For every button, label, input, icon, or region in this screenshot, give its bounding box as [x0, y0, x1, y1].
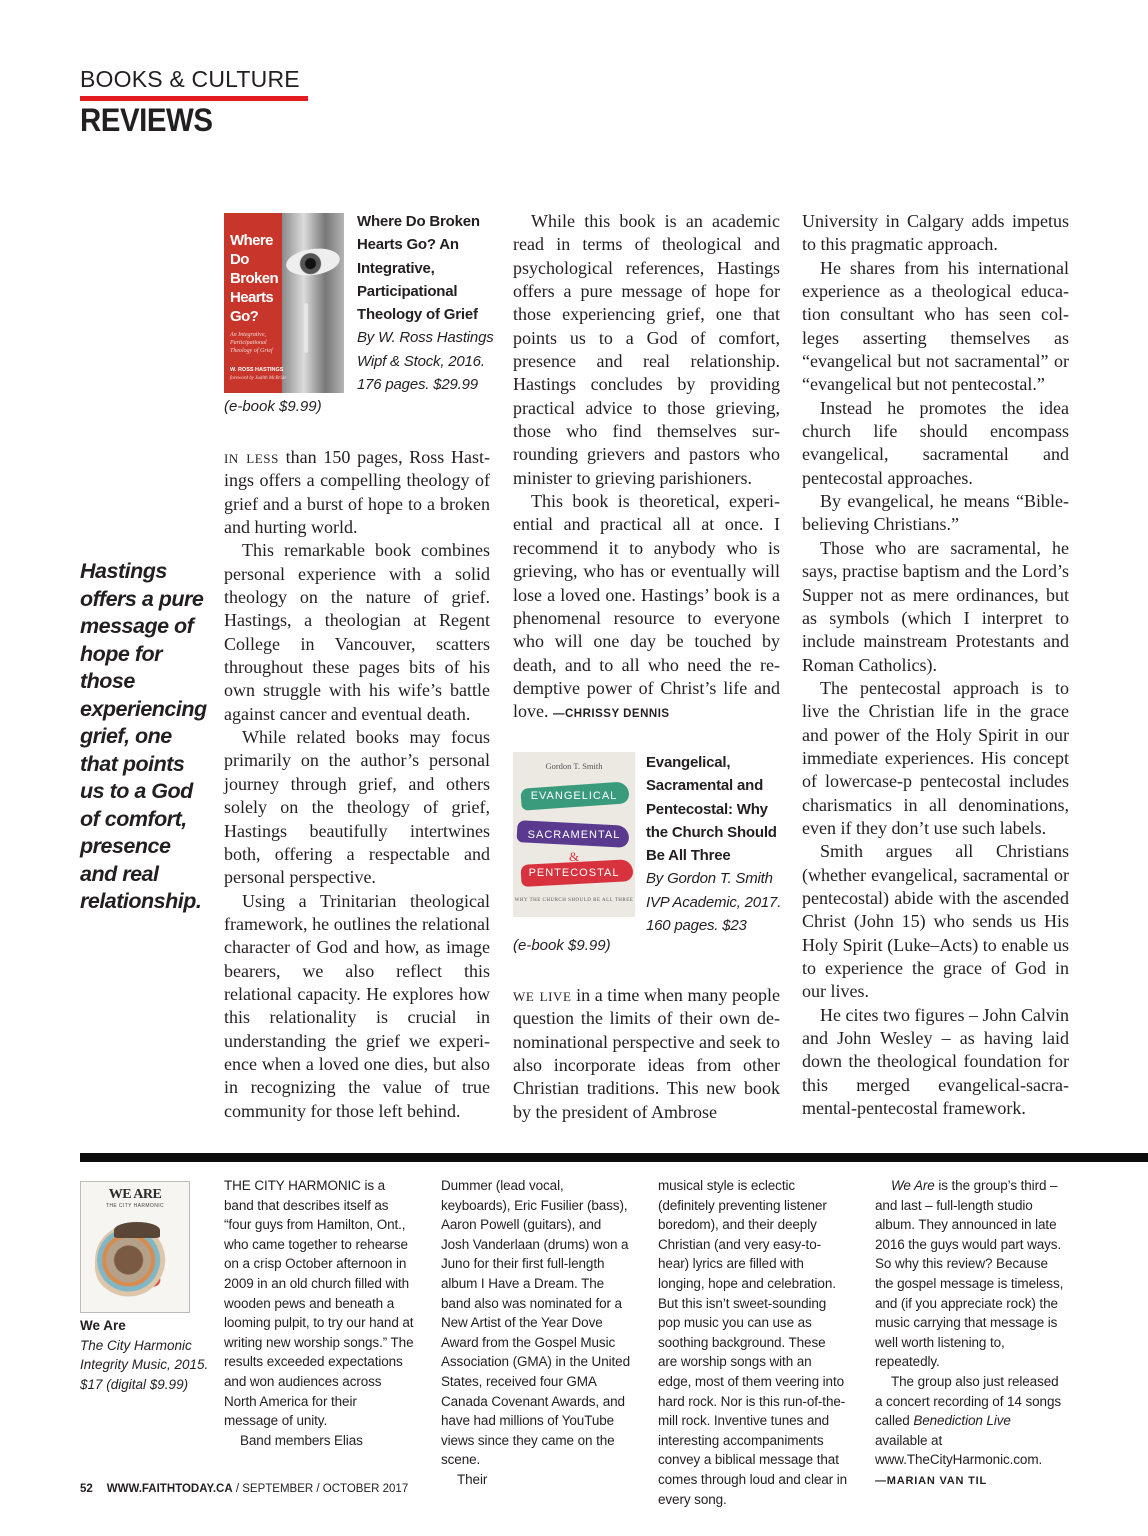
review3-column-2: [441, 1176, 631, 1490]
book-author: By Gordon T. Smith: [646, 870, 773, 888]
paragraph: This book is theoretical, experiential and practical all at once. I recommend it to anybody who is grieving, who has or eventually will lose a loved one. Hastings’ book is a phenomenal resource to everyone who will one day be touched by death, and to all who need the redemptive power of Christ’s life and love. —CHRISSY DENNIS: [513, 491, 780, 722]
book-publisher: IVP Academic, 2017.: [646, 893, 782, 911]
paragraph: Instead he promotes the idea church life should encompass evangelical, sacramental and pentecostal approaches.: [802, 397, 1069, 488]
review1-column-1: [224, 446, 490, 1123]
review3-column-3: [658, 1176, 848, 1509]
album-label: Integrity Music, 2015. $17 (digital $9.99): [80, 1357, 209, 1392]
page-footer: [80, 1483, 408, 1495]
review1-column-2: [513, 210, 780, 727]
lead-caps: we live: [513, 985, 572, 1005]
paragraph: By evangelical, he means “Bible-believing Christians.”: [802, 491, 1069, 535]
paragraph: University in Calgary adds impetus to this pragmatic approach.: [802, 211, 1069, 255]
cover-subtitle: An Integrative, Participational Theology of Grief: [230, 332, 273, 354]
book-info-2: [646, 751, 786, 937]
paragraph: The group also just released a concert recording of 14 songs called Benediction Live available at www.TheCityHarmonic.com. —MARIAN VAN TIL: [875, 1373, 1062, 1487]
album-cover-title: WE ARE: [108, 1187, 162, 1202]
paragraph: Dummer (lead vocal, keyboards), Eric Fusilier (bass), Aaron Powell (guitars), and Josh Vanderlaan (drums) won a Juno for their first full-length album I Have a Dream. The band also was nominated for a New Artist of the Year Dove Award from the Gospel Music Association (GMA) in the United States, received four GMA Canada Covenant Awards, and have had millions of YouTube views since they came on the scene.: [441, 1178, 630, 1468]
cover-photo: [282, 213, 344, 393]
album-artist: The City Harmonic: [80, 1337, 192, 1353]
ebook-price: (e-book $9.99): [513, 937, 611, 954]
book-title: Where Do Broken Hearts Go? An Integrative, Participational Theology of Grief: [357, 213, 480, 324]
book-author: By W. Ross Hastings: [357, 329, 494, 347]
page-number: 52: [80, 1483, 93, 1495]
cover-author: Gordon T. Smith: [545, 761, 603, 771]
paragraph: Smith argues all Christians (whether evangelical, sacramental or pentecostal) abide with the ascended Christ (John 15) who sends us His Holy Spirit (Luke–Acts) to enable us to experience the grace of God in our lives.: [802, 841, 1069, 1002]
issue-date: / SEPTEMBER / OCTOBER 2017: [232, 1483, 409, 1495]
cover-tagline: WHY THE CHURCH SHOULD BE ALL THREE: [514, 898, 634, 903]
paragraph: The pentecostal approach is to live the Christian life in the grace and power of the Holy Spirit in our immediate experiences. His concept of lowercase-p pentecostal includes charismatics in all denominations, even if they don’t use such labels.: [802, 677, 1069, 838]
paragraph: He shares from his international experience as a theological education consultant who has seen colleges asserting themselves as “evangelical but not sacramental” or “evangelical but not pentecostal.”: [802, 257, 1069, 395]
review3-column-4: [875, 1176, 1065, 1492]
tear-image: [304, 303, 308, 353]
hat-image: [114, 1222, 160, 1238]
cover-word-1: EVANGELICAL: [530, 790, 618, 802]
section-label: BOOKS & CULTURE: [80, 66, 300, 92]
pull-quote: Hastings offers a pure message of hope for those experiencing grief, one that points us to a God of comfort, presence and real relationship.: [80, 559, 207, 913]
website-link[interactable]: WWW.FAITHTODAY.CA: [106, 1483, 233, 1495]
paragraph: Their: [457, 1471, 488, 1487]
paragraph: musical style is eclectic (definitely preventing listener boredom), and their deeply Christian (and very easy-to-hear) lyrics are filled with longing, hope and celebration. But this isn’t sweet-sounding pop music you can use as soothing background. These are worship songs with an edge, most of them veering into hard rock. Nor is this run-of-the-mill rock. Inventive tunes and interesting accompaniments convey a biblical message that comes through loud and clear in every song.: [658, 1178, 848, 1507]
cover-word-2: SACRAMENTAL: [527, 829, 621, 841]
review2-column-2: [513, 984, 780, 1124]
paragraph: This remarkable book combines personal experience with a solid theology on the nature of grief. Hastings, a theologian at Regent College in Vancouver, scatters throughout these pages bits of his own struggle with his wife’s battle against cancer and eventual death.: [224, 540, 490, 724]
ebook-price: (e-book $9.99): [224, 398, 322, 415]
book-cover-evangelical: [513, 752, 635, 917]
cover-ampersand: &: [568, 849, 580, 864]
paragraph: we live in a time when many people question the limits of their own denominational perspective and seek to also incorporate ideas from other Christian traditions. This new book by the president of Ambrose: [513, 985, 780, 1122]
page-title: REVIEWS: [80, 102, 213, 138]
cover-title: Where Do Broken Hearts Go?: [230, 232, 279, 325]
album-title: We Are: [80, 1318, 126, 1333]
album-cover-band: THE CITY HARMONIC: [105, 1203, 165, 1209]
album-info: [80, 1316, 210, 1394]
paragraph: Using a Trinitarian theological framework, he outlines the relational character of God and how, as image bearers, we also reflect this relational capacity. He explores how this relationality is crucial in understanding the grief we experience when a loved one dies, but also in recognizing the value of true community for those left behind.: [224, 890, 490, 1121]
review3-column-1: [224, 1176, 414, 1450]
lead-caps: in less: [224, 447, 279, 467]
section-rule: [80, 96, 308, 101]
reviewer-signature: —MARIAN VAN TIL: [875, 1474, 988, 1487]
review2-column-3: [802, 210, 1069, 1120]
paragraph: While related books may focus primarily on the author’s personal journey through grief, and others solely on the theology of grief, Hastings beautifully intertwines both, offering a respectable and personal perspective.: [224, 727, 490, 888]
paragraph: in less than 150 pages, Ross Hastings offers a compelling theology of grief and a burst of hope to a broken and hurting world.: [224, 447, 490, 538]
book-cover-broken-hearts: [224, 213, 344, 393]
paragraph: Those who are sacramental, he says, practise baptism and the Lord’s Supper not as mere ordinances, but as symbols (which I interpret to include mainstream Protestants and Roman Catholics).: [802, 537, 1069, 675]
paragraph: THE CITY HARMONIC is a band that describes itself as “four guys from Hamilton, Ont., who came together to rehearse on a crisp October afternoon in 2009 in an old church filled with wooden pews and beneath a looming pulpit, to try our hand at writing new worship songs.” The results exceeded expectations and won audiences across North America for their message of unity.: [224, 1178, 414, 1429]
cover-foreword: foreword by Judith McBride: [230, 376, 287, 381]
album-cover: [80, 1181, 190, 1313]
cover-author: W. ROSS HASTINGS: [230, 367, 284, 373]
book-pages-price: 176 pages. $29.99: [357, 376, 478, 394]
book-info-1: [357, 210, 507, 396]
reviewer-signature: —CHRISSY DENNIS: [553, 708, 670, 721]
paragraph: Band members Elias: [240, 1432, 363, 1448]
book-publisher: Wipf & Stock, 2016.: [357, 352, 485, 370]
paragraph: While this book is an academic read in terms of theological and psychological references, Hastings offers a pure message of hope for those experiencing grief, one that points us to a God of comfort, presence and real relationship. Hastings concludes by providing practical advice to those grieving, those who find themselves surrounding grievers and pastors who minister to grieving parishioners.: [513, 211, 780, 488]
paragraph: We Are is the group’s third – and last – full-length studio album. They announced in late 2016 the guys would part ways. So why this review? Because the gospel message is timeless, and (if you appreciate rock) the music carrying that message is well worth listening to, repeatedly.: [875, 1178, 1064, 1370]
cover-word-3: PENTECOSTAL: [528, 867, 620, 879]
section-divider: [80, 1153, 1148, 1162]
book-pages-price: 160 pages. $23: [646, 917, 747, 935]
book-title: Evangelical, Sacramental and Pentecostal: Why the Church Should Be All Three: [646, 754, 777, 865]
paragraph: He cites two figures – John Calvin and John Wesley – as having laid down the theological foundation for this merged evangelical-sacramental-pentecostal framework.: [802, 1004, 1069, 1119]
